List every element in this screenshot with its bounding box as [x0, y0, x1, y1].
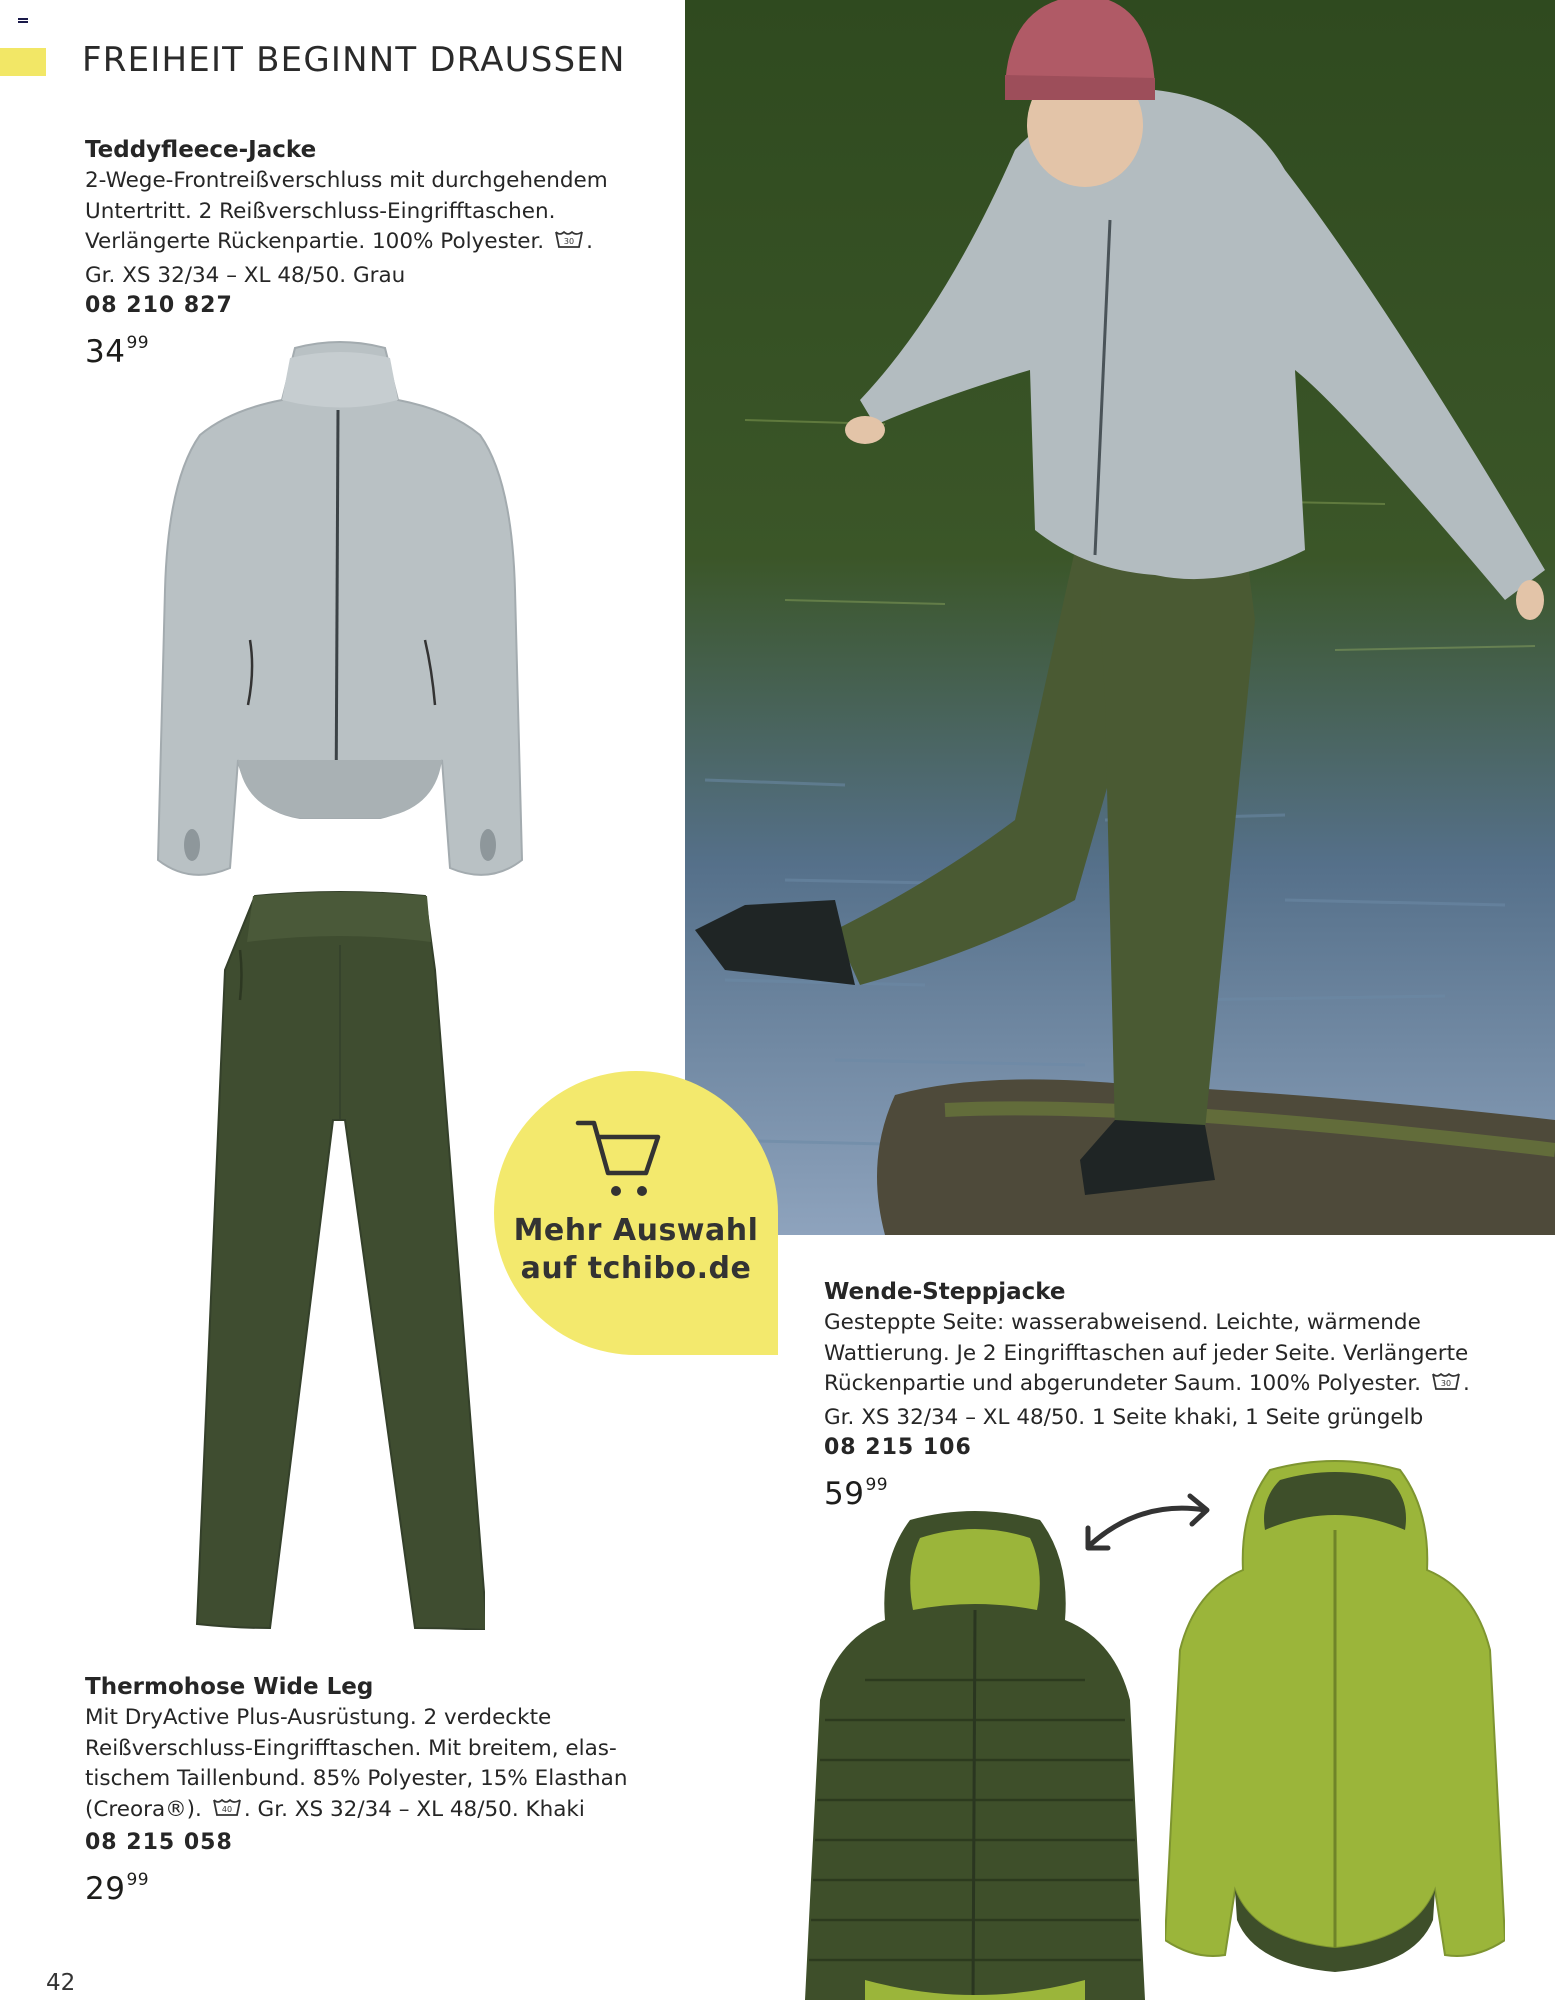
price: $29^{99}$: [85, 1869, 150, 1907]
product-description-line: Gr. XS 32/34 – XL 48/50. Grau: [85, 262, 406, 288]
product-teddyfleece: [85, 134, 645, 370]
price: $59^{99}$: [824, 1474, 889, 1512]
badge-line-1: Mehr Auswahl: [513, 1213, 759, 1248]
article-number: 08 215 106: [824, 1435, 972, 1460]
wash-40-icon: [212, 1797, 242, 1829]
thermo-pants-image: [195, 890, 485, 1630]
product-description-line: tischem Taillenbund. 85% Polyester, 15% Elasthan: [85, 1766, 628, 1791]
svg-text:30: 30: [564, 237, 575, 246]
article-number: 08 215 058: [85, 1830, 233, 1855]
price: $34^{99}$: [85, 332, 150, 370]
product-description-line: (Creora®). 40 . Gr. XS 32/34 – XL 48/50. Khaki: [85, 1795, 645, 1829]
wash-30-icon: [1431, 1371, 1461, 1403]
product-description-line: 2-Wege-Frontreißverschluss mit durchgehendem: [85, 168, 608, 193]
menu-icon[interactable]: [18, 18, 28, 26]
product-description-line: Rückenpartie und abgerundeter Saum. 100% Polyester. 30 .: [824, 1369, 1544, 1403]
product-description-line: Gr. XS 32/34 – XL 48/50. 1 Seite khaki, 1 Seite grüngelb: [824, 1404, 1424, 1430]
product-description-line: Verlängerte Rückenpartie. 100% Polyester. 30 .: [85, 227, 645, 261]
quilted-jacket-yellowgreen-image: [1165, 1460, 1505, 1980]
lifestyle-photo: [685, 0, 1555, 1235]
article-number: 08 210 827: [85, 293, 233, 318]
product-name: Teddyfleece-Jacke: [85, 137, 317, 163]
product-description-line: Gesteppte Seite: wasserabweisend. Leichte, wärmende: [824, 1310, 1421, 1335]
quilted-jacket-khaki-image: [805, 1510, 1145, 2000]
page-number: 42: [46, 1970, 76, 1996]
product-description-line: Wattierung. Je 2 Eingrifftaschen auf jeder Seite. Verlängerte: [824, 1340, 1469, 1366]
product-description-line: Reißverschluss-Eingrifftaschen. Mit breitem, elas-: [85, 1735, 617, 1761]
product-description-line: Mit DryActive Plus-Ausrüstung. 2 verdeckte: [85, 1705, 552, 1730]
svg-text:40: 40: [221, 1804, 232, 1814]
svg-text:30: 30: [1440, 1379, 1452, 1388]
fleece-jacket-image: [150, 340, 530, 885]
badge-line-2: auf tchibo.de: [520, 1251, 752, 1286]
product-name: Wende-Steppjacke: [824, 1279, 1066, 1305]
product-name: Thermohose Wide Leg: [85, 1674, 374, 1700]
product-thermohose: [85, 1671, 645, 1907]
page-title: FREIHEIT BEGINNT DRAUSSEN: [82, 40, 626, 80]
section-marker: [0, 48, 46, 76]
product-description-line: Untertritt. 2 Reißverschluss-Eingrifftaschen.: [85, 198, 556, 224]
badge-text[interactable]: [494, 1212, 778, 1288]
wash-30-icon: [554, 229, 584, 261]
